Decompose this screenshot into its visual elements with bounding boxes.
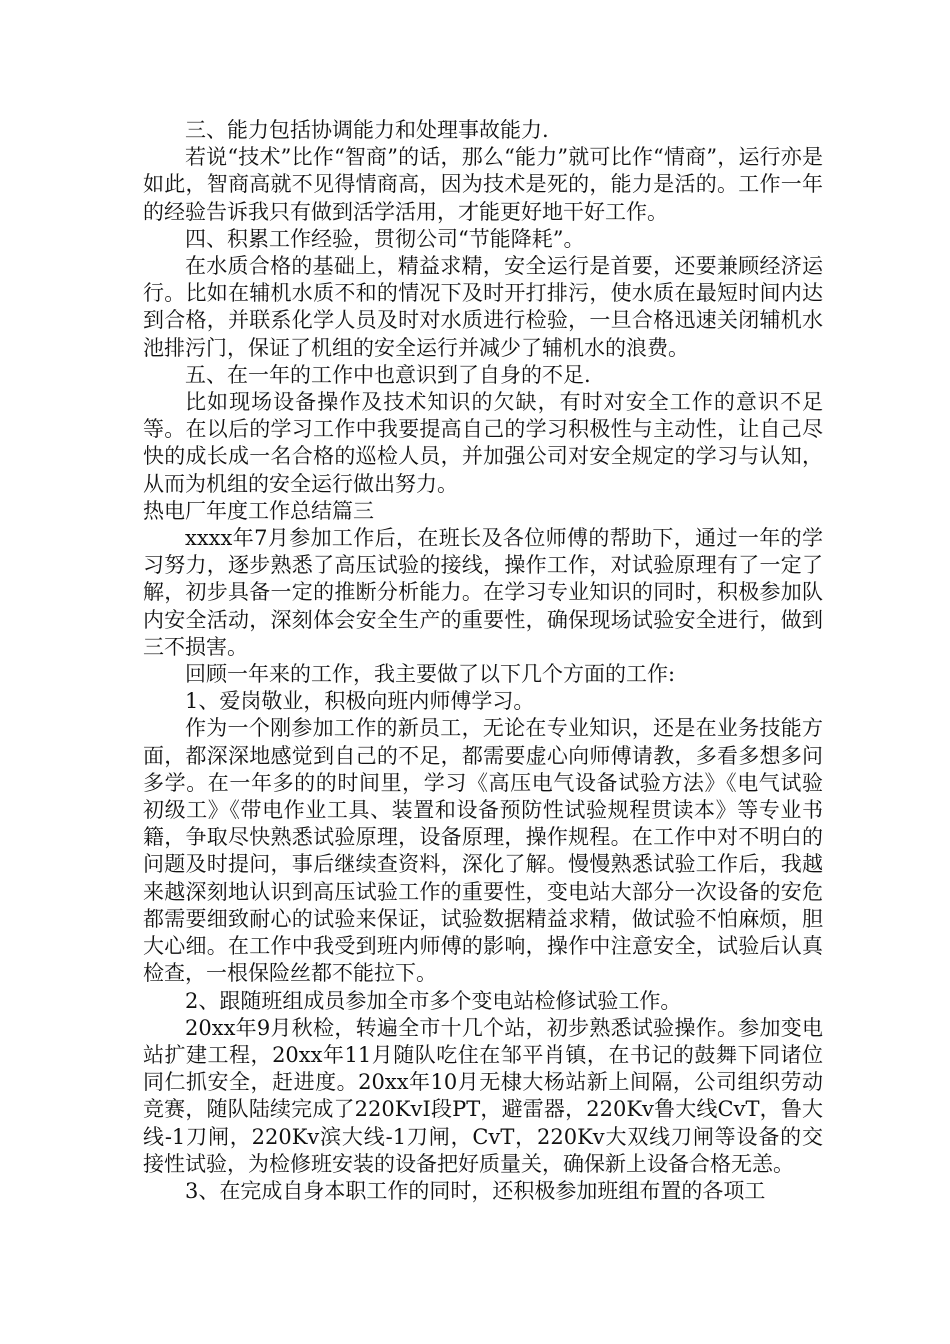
body-paragraph: 回顾一年来的工作，我主要做了以下几个方面的工作:: [185, 662, 676, 687]
body-paragraph: xxxx年7月参加工作后，在班长及各位师傅的帮助下，通过一年的学习努力，逐步熟悉了高压试验的接线，操作工作，对试验原理有了一定了解，初步具备一定的推断分析能力。在学习专业知识的同时，积极参加队内安全活动，深刻体会安全生产的重要性，确保现场试验安全进行，做到三不损害。: [143, 526, 823, 659]
body-paragraph: 作为一个刚参加工作的新员工，无论在专业知识，还是在业务技能方面，都深深地感觉到自己的不足，都需要虚心向师傅请教，多看多想多问多学。在一年多的的时间里，学习《高压电气设备试验方法》《电气试验初级工》《带电作业工具、装置和设备预防性试验规程贯读本》等专业书籍，争取尽快熟悉试验原理，设备原理，操作规程。在工作中对不明白的问题及时提问，事后继续查资料，深化了解。慢慢熟悉试验工作后，我越来越深刻地认识到高压试验工作的重要性，变电站大部分一次设备的安危都需要细致耐心的试验来保证，试验数据精益求精，做试验不怕麻烦，胆大心细。在工作中我受到班内师傅的影响，操作中注意安全，试验后认真检查，一根保险丝都不能拉下。: [143, 716, 823, 986]
list-heading-3: 3、在完成自身本职工作的同时，还积极参加班组布置的各项工: [185, 1178, 766, 1203]
body-paragraph: 20xx年9月秋检，转遍全市十几个站，初步熟悉试验操作。参加变电站扩建工程，20xx年11月随队吃住在邹平肖镇，在书记的鼓舞下同诸位同仁抓安全，赶进度。20xx年10月无棣大杨站新上间隔，公司组织劳动竞赛，随队陆续完成了220KvⅠ段PT，避雷器，220Kv鲁大线CvT，鲁大线-1刀闸，220Kv滨大线-1刀闸，CvT，220Kv大双线刀闸等设备的交接性试验，为检修班安装的设备把好质量关，确保新上设备合格无恙。: [143, 1015, 823, 1176]
section-heading-4: 四、积累工作经验，贯彻公司“节能降耗”。: [185, 226, 585, 251]
article-title: 热电厂年度工作总结篇三: [143, 498, 374, 523]
list-heading-2: 2、跟随班组成员参加全市多个变电站检修试验工作。: [185, 988, 682, 1013]
document-body: [143, 117, 823, 1205]
body-paragraph: 若说“技术”比作“智商”的话，那么“能力”就可比作“情商”，运行亦是如此，智商高就不见得情商高，因为技术是死的，能力是活的。工作一年的经验告诉我只有做到活学活用，才能更好地干好工作。: [143, 145, 823, 224]
body-paragraph: 比如现场设备操作及技术知识的欠缺，有时对安全工作的意识不足等。在以后的学习工作中我要提高自己的学习积极性与主动性，让自己尽快的成长成一名合格的巡检人员，并加强公司对安全规定的学习与认知，从而为机组的安全运行做出努力。: [143, 390, 823, 496]
list-heading-1: 1、爱岗敬业，积极向班内师傅学习。: [185, 689, 535, 714]
section-heading-5: 五、在一年的工作中也意识到了自身的不足.: [185, 362, 591, 387]
section-heading-3: 三、能力包括协调能力和处理事故能力.: [185, 118, 549, 142]
body-paragraph: 在水质合格的基础上，精益求精，安全运行是首要，还要兼顾经济运行。比如在辅机水质不和的情况下及时开打排污，使水质在最短时间内达到合格，并联系化学人员及时对水质进行检验，一旦合格迅速关闭辅机水池排污门，保证了机组的安全运行并减少了辅机水的浪费。: [143, 254, 823, 360]
